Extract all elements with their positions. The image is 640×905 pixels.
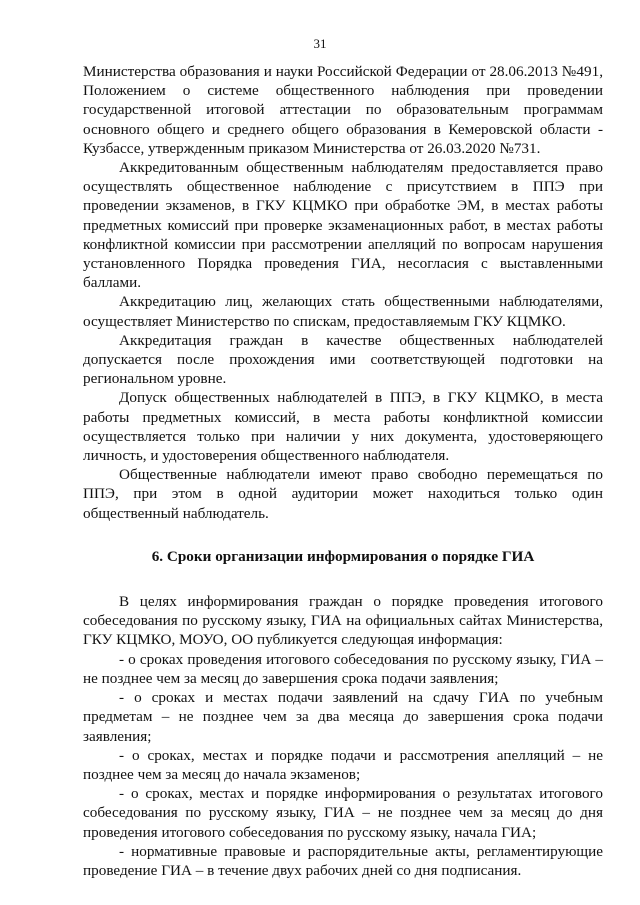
paragraph: Аккредитованным общественным наблюдателям предоставляется право осуществлять общественное наблюдение с присутствием в ППЭ при проведении экзаменов, в ГКУ КЦМКО при обработке ЭМ, в местах работы предметных комиссий при проверке экзаменационных работ, в местах работы конфликтной комиссии при рассмотрении апелляций по вопросам нарушения установленного Порядка проведения ГИА, несогласия с выставленными баллами. [83,159,603,292]
paragraph: Общественные наблюдатели имеют право свободно перемещаться по ППЭ, при этом в одной аудитории может находиться только один общественный наблюдатель. [83,466,603,522]
list-item: - нормативные правовые и распорядительные акты, регламентирующие проведение ГИА – в течение двух рабочих дней со дня подписания. [83,842,603,879]
list-item: - о сроках проведения итогового собеседования по русскому языку, ГИА – не позднее чем за месяц до завершения срока подачи заявления; [83,650,603,687]
paragraph: Аккредитацию лиц, желающих стать общественными наблюдателями, осуществляет Министерство по спискам, предоставляемым ГКУ КЦМКО. [83,293,603,330]
section-heading: 6. Сроки организации информирования о порядке ГИА [151,547,535,565]
list-item: - о сроках, местах и порядке информирования о результатах итогового собеседования по русскому языку, ГИА – не позднее чем за месяц до дня проведения итогового собеседования по русскому языку, начала ГИА; [83,785,603,841]
paragraph: Допуск общественных наблюдателей в ППЭ, в ГКУ КЦМКО, в места работы предметных комиссий, в места работы конфликтной комиссии осуществляется только при наличии у них документа, удостоверяющего личность, и удостоверения общественного наблюдателя. [83,389,603,465]
page-number: 31 [313,36,327,51]
paragraph: Министерства образования и науки Российской Федерации от 28.06.2013 №491, Положением о системе общественного наблюдения при проведении государственной итоговой аттестации по образовательным программам основного общего и среднего общего образования в Кемеровской области - Кузбассе, утвержденным приказом Министерства от 26.03.2020 №731. [83,63,603,157]
list-item: - о сроках, местах и порядке подачи и рассмотрения апелляций – не позднее чем за месяц до начала экзаменов; [83,746,603,783]
list-item: - о сроках и местах подачи заявлений на сдачу ГИА по учебным предметам – не позднее чем за два месяца до завершения срока подачи заявления; [83,689,603,745]
paragraph: Аккредитация граждан в качестве общественных наблюдателей допускается после прохождения ими соответствующей подготовки на региональном уровне. [83,331,603,388]
page-content [83,62,603,880]
intro-paragraph: В целях информирования граждан о порядке проведения итогового собеседования по русскому языку, ГИА на официальных сайтах Министерства, ГКУ КЦМКО, МОУО, ОО публикуется следующая информация: [83,593,603,649]
